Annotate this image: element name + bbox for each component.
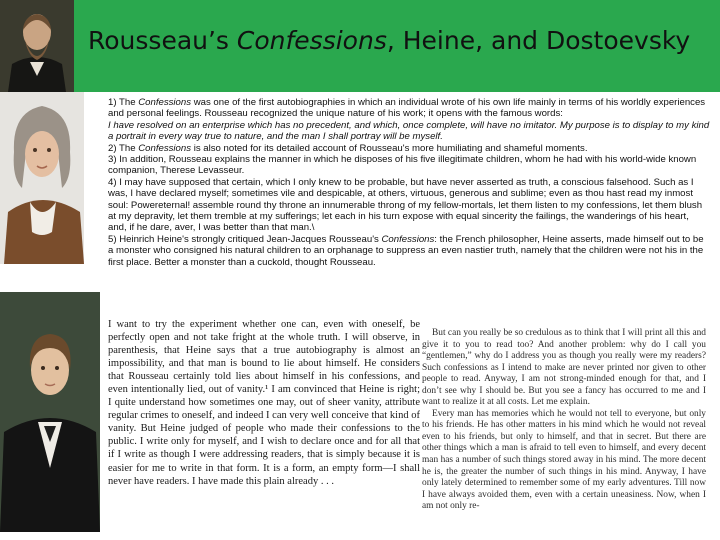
main-text bbox=[108, 97, 710, 319]
excerpt-left-column bbox=[108, 318, 420, 488]
paragraph-1: 1) The Confessions was one of the first autobiographies in which an individual wrote of his own life mainly in terms of his worldly experiences and personal feelings. Rousseau recognized the unique nature of his work; it opens with the famous words: bbox=[108, 97, 706, 120]
excerpt-left-text: I want to try the experiment whether one can, even with oneself, be perfectly open and not take fright at the whole truth. I will observe, in parenthesis, that Heine says that a true autobiography is almost an impossibility, and that man is bound to lie about himself. He considers that Rousseau certainly told lies about himself in his confessions, and even intentionally lied, out of vanity.¹ I am convinced that Heine is right; I quite understand how sometimes one may, out of sheer vanity, attribute regular crimes to oneself, and indeed I can very well conceive that kind of vanity. But Heine judged of people who made their confessions to the public. I write only for myself, and I wish to declare once and for all that if I write as though I were addressing readers, that is simply because it is easier for me to write in that form. It is a form, an empty form—I shall never have readers. I have made this plain already . . . bbox=[108, 319, 420, 487]
dostoevsky-portrait bbox=[0, 0, 74, 92]
excerpt-right-paragraph-1: But can you really be so credulous as to think that I will print all this and give it to you to read too? And another problem: why do I call you “gentlemen,” why do I address you as though you really were my readers? Such confessions as I intend to make are never printed nor given to other people to read. Anyway, I am not strong-minded enough for that, and I don’t see why I should be. But you see a fancy has occurred to me and I want to realize it at all costs. Let me explain. bbox=[422, 328, 706, 408]
book-excerpt-scan bbox=[108, 314, 710, 540]
page-title: Rousseau’s Confessions, Heine, and Dostoevsky bbox=[88, 26, 691, 55]
rousseau-portrait bbox=[0, 92, 84, 264]
paragraph-3: 3) In addition, Rousseau explains the manner in which he disposes of his five illegitimate children, whom he had with his world-wide known companion, Therese Levasseur. bbox=[108, 154, 697, 177]
excerpt-right-paragraph-2: Every man has memories which he would not tell to everyone, but only to his friends. He has other matters in his mind which he would not reveal even to his friends, but only to himself, and that in secret. But there are other things which a man is afraid to tell even to himself, and every decent man has a number of such things stored away in his mind. The more decent he is, the greater the number of such things in his mind. Anyway, I have only lately determined to remember some of my early adventures. Till now I have always avoided them, even with a certain uneasiness. Now, when I am not only re- bbox=[422, 408, 706, 512]
paragraph-4: 4) I may have supposed that certain, which I only knew to be probable, but have never asserted as truth, a conscious falsehood. Such as I was, I have declared myself; sometimes vile and despicable, at others, virtuous, generous and sublime; even as thou hast read my inmost soul: Powereternal! assemble round thy throne an innumerable throng of my fellow-mortals, let them listen to my confessions, let them blush at my depravity, let them tremble at my sufferings; let each in his turn expose with equal sincerity the failings, the wanderings of his heart, and, if he dare, aver, I was better than that man.\ bbox=[108, 176, 703, 234]
excerpt-right-column bbox=[422, 328, 706, 513]
heine-portrait bbox=[0, 292, 100, 532]
paragraph-5: 5) Heinrich Heine's strongly critiqued Jean-Jacques Rousseau's Confessions: the French philosopher, Heine asserts, made himself out to be a monster who consigned his natural children to an orphanage to suppress an even nastier truth, namely that the children were not his in the first place. Better a monster than a cuckold, thought Rousseau. bbox=[108, 233, 704, 268]
confessions-quote: I have resolved on an enterprise which has no precedent, and which, once complete, will have no imitator. My purpose is to display to my kind a portrait in every way true to nature, and the man I shall portray will be myself. bbox=[108, 119, 710, 143]
paragraph-2: 2) The Confessions is also noted for its detailed account of Rousseau's more humiliating and shameful moments. bbox=[108, 142, 588, 154]
